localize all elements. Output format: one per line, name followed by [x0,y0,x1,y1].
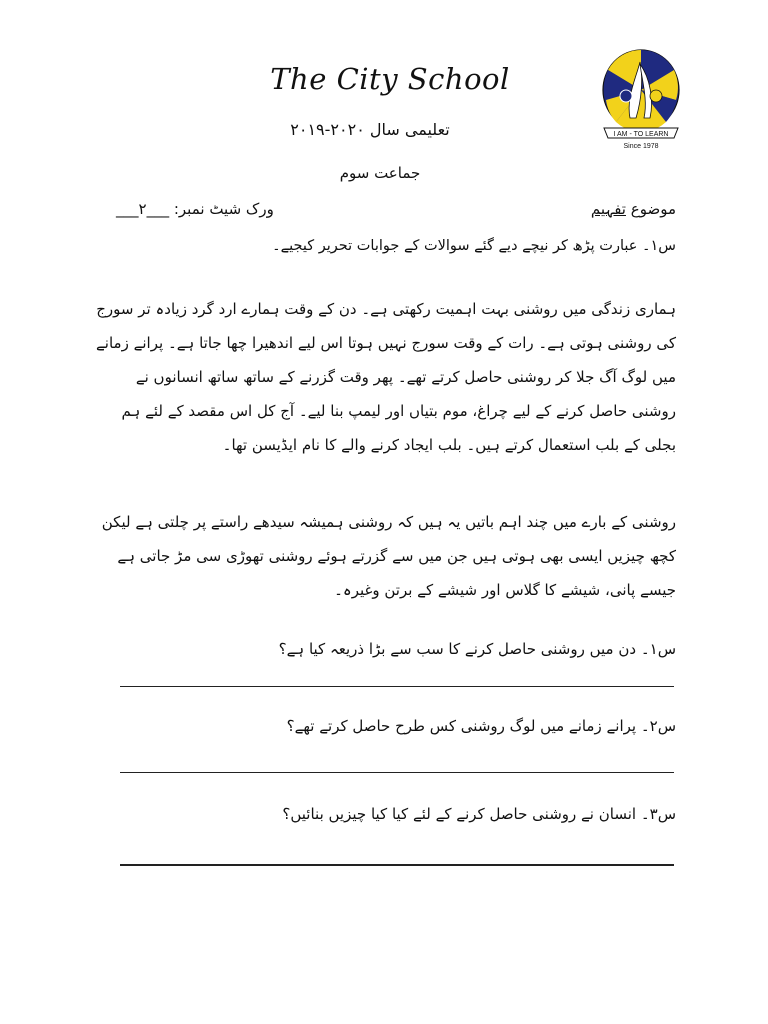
worksheet-number-field [116,200,274,218]
logo-emblem-icon [596,48,686,152]
instruction-text: س۱۔ عبارت پڑھ کر نیچے دیے گئے سوالات کے جوابات تحریر کیجیے۔ [272,238,676,254]
question-2: س۲۔ پرانے زمانے میں لوگ روشنی کس طرح حاصل کرتے تھے؟ [286,717,676,735]
school-logo [596,48,686,152]
answer-line-3[interactable] [120,864,674,866]
answer-line-1[interactable] [120,686,674,687]
question-3: س۳۔ انسان نے روشنی حاصل کرنے کے لئے کیا کیا چیزیں بنائیں؟ [282,805,676,823]
topic-field [591,200,676,218]
worksheet-number-value: ___۲___ [116,200,170,218]
question-1: س۱۔ دن میں روشنی حاصل کرنے کا سب سے بڑا ذریعہ کیا ہے؟ [278,640,676,658]
school-name: The City School [270,62,510,96]
topic-label: موضوع [630,200,676,218]
worksheet-meta [116,200,676,226]
worksheet-number-label: ورک شیٹ نمبر: [173,200,274,218]
academic-session: تعلیمی سال ۲۰۲۰-۲۰۱۹ [290,120,450,139]
topic-value: تفہیم [590,200,626,218]
answer-line-2[interactable] [120,772,674,773]
logo-motto: I AM - TO LEARN [613,131,669,138]
passage-paragraph-2: روشنی کے بارے میں چند اہم باتیں یہ ہیں کہ روشنی ہمیشہ سیدھے راستے پر چلتی ہے لیکن کچھ چیزیں ایسی بھی ہوتی ہیں جن میں سے گزرتے ہوئے روشنی تھوڑی سی مڑ جاتی ہے جیسے پانی، شیشے کا گلاس اور شیشے کے برتن وغیرہ۔ [101,513,676,599]
passage-paragraph-1: ہماری زندگی میں روشنی بہت اہمیت رکھتی ہے۔ دن کے وقت ہمارے ارد گرد زیادہ تر سورج کی روشنی ہوتی ہے۔ رات کے وقت سورج نہیں ہوتا اس لیے اندھیرا چھا جاتا ہے۔ پرانے زمانے میں لوگ آگ جلا کر روشنی حاصل کرتے تھے۔ پھر وقت گزرنے کے ساتھ ساتھ انسانوں نے روشنی حاصل کرنے کے لیے چراغ، موم بتیاں اور لیمپ بنا لیے۔ آج کل اس مقصد کے لئے ہم بجلی کے بلب استعمال کرتے ہیں۔ بلب ایجاد کرنے والے کا نام ایڈیسن تھا۔ [96,300,676,454]
logo-since: Since 1978 [623,143,659,150]
grade-label: جماعت سوم [339,164,421,182]
